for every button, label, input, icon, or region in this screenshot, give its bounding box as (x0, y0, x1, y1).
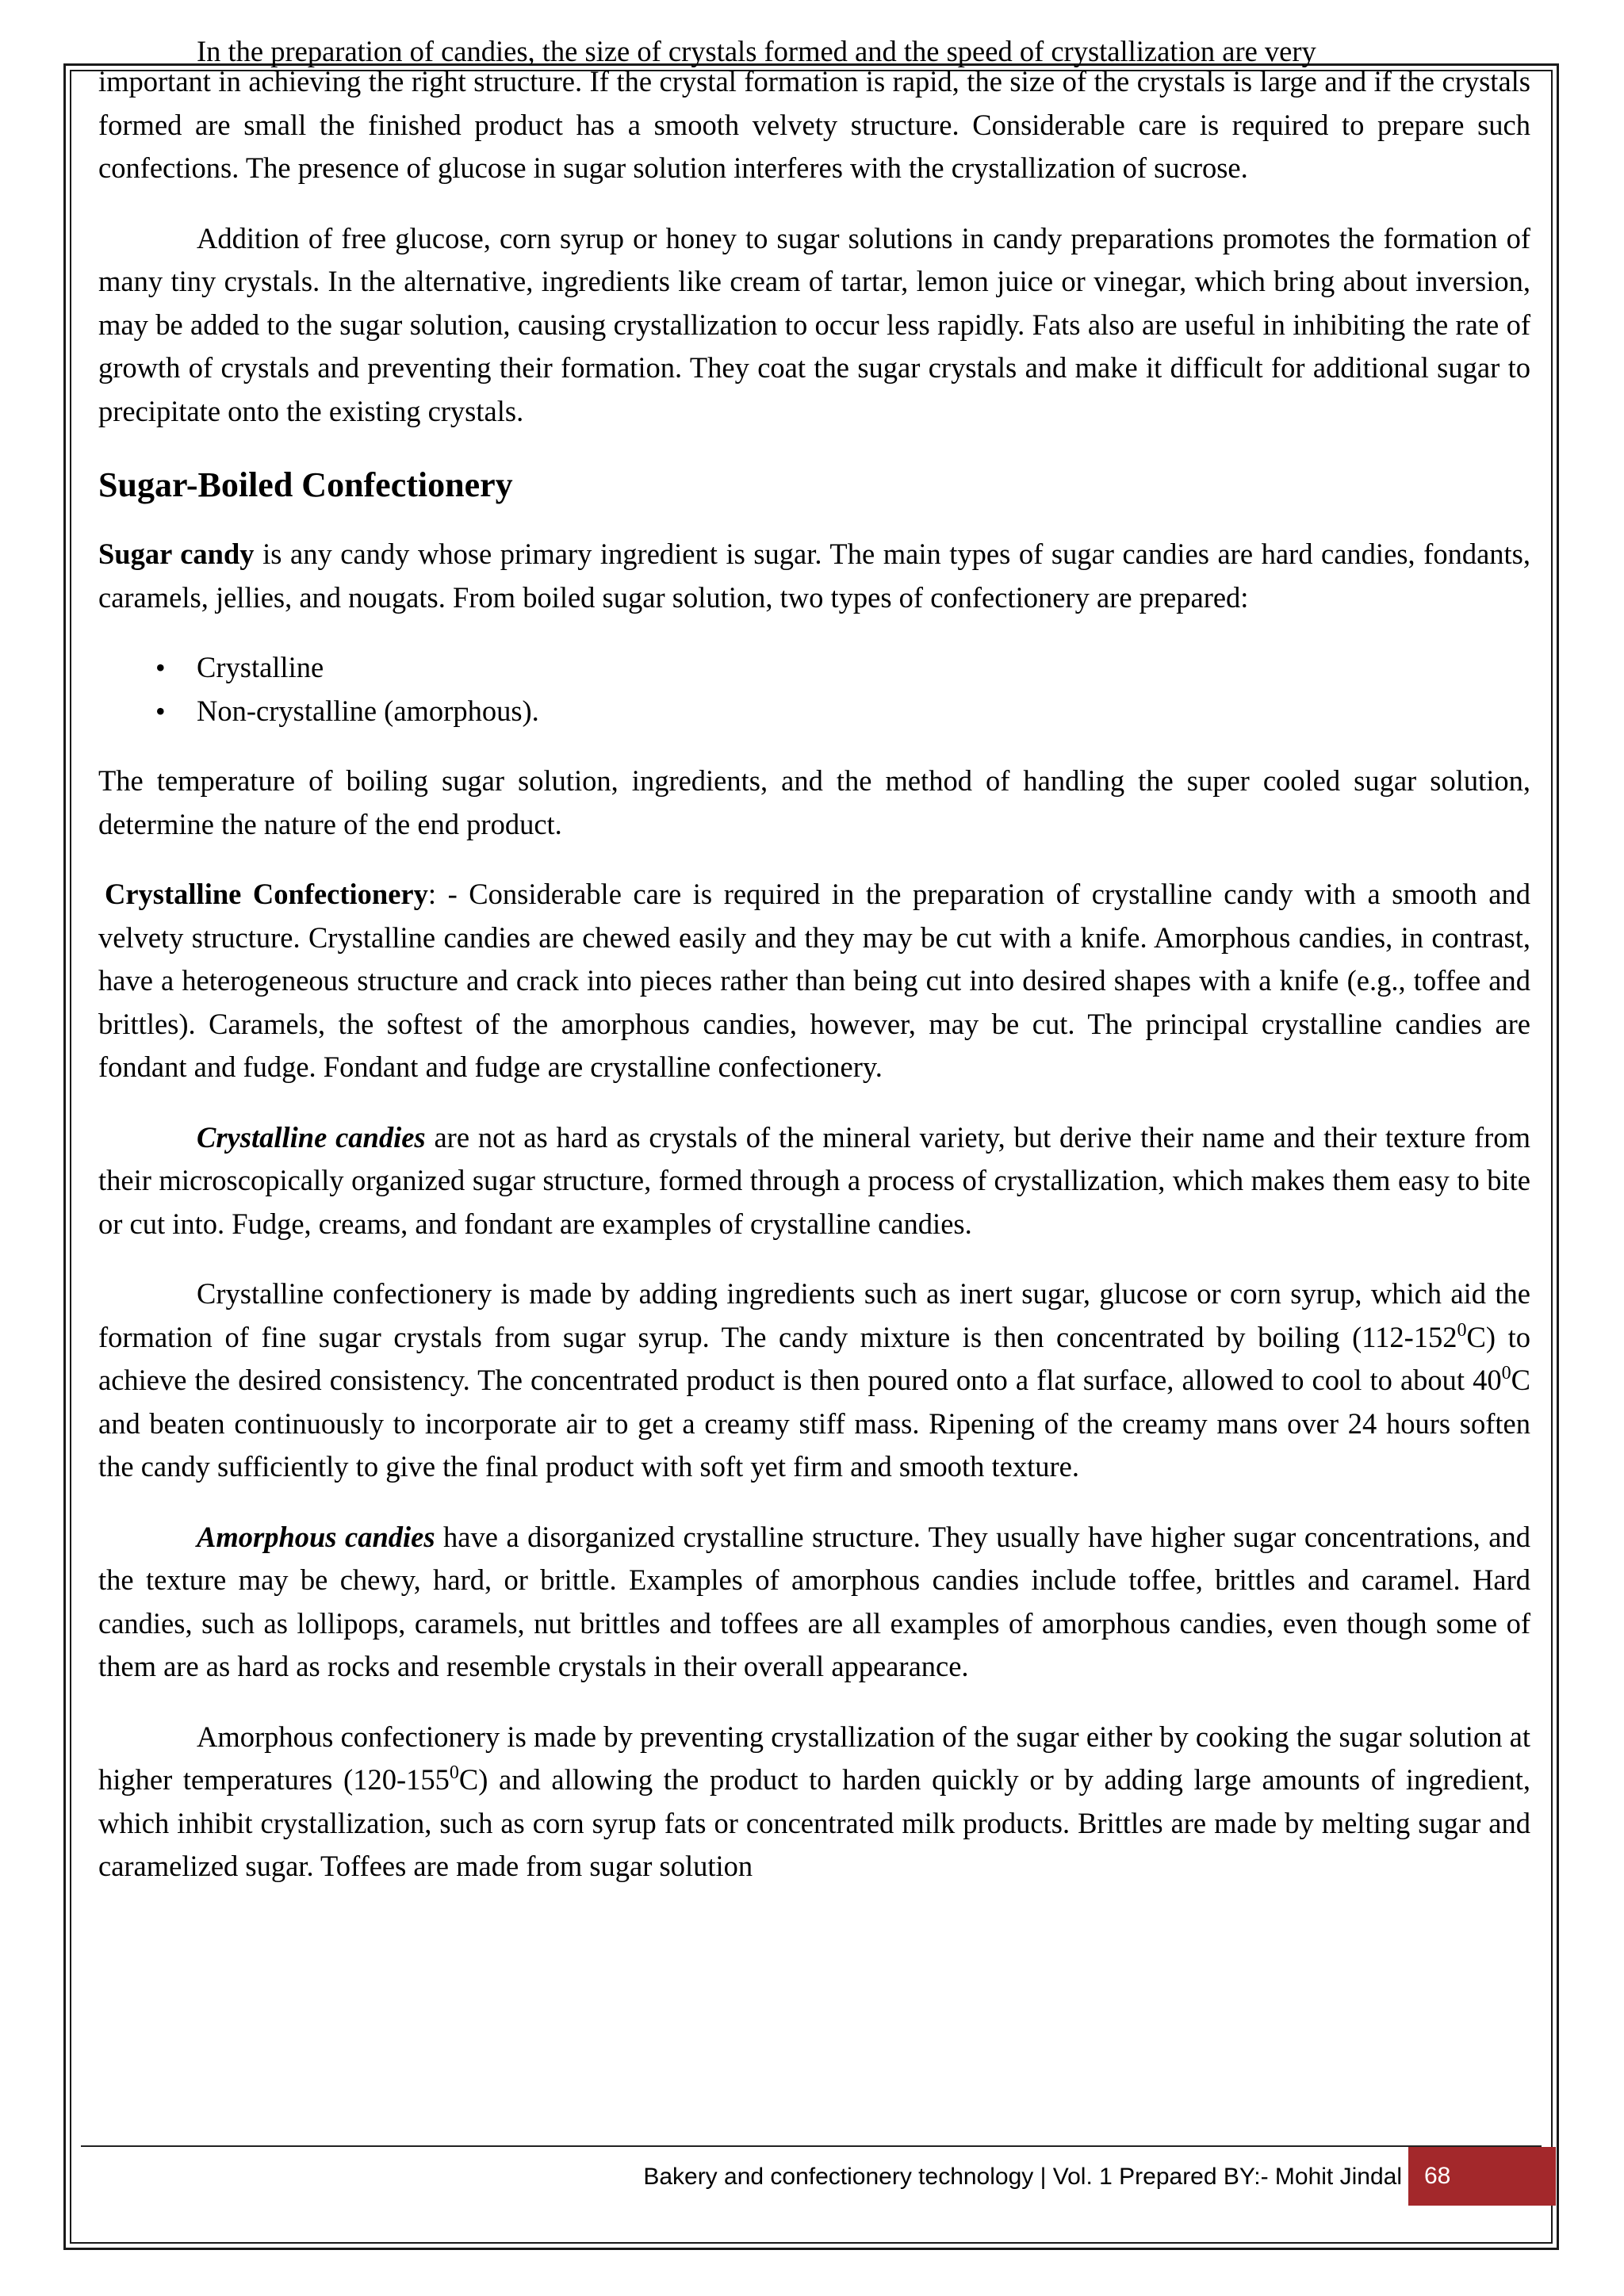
term-amorphous-candies: Amorphous candies (197, 1520, 435, 1553)
section-heading: Sugar-Boiled Confectionery (98, 465, 513, 504)
paragraph-amorphous-candies: Amorphous candies have a disorganized crystalline structure. They usually have higher sugar concentrations, and the texture may be chewy, hard, or brittle. Examples of amorphous candies include toffee, brittles and caramel. Hard candies, such as lollipops, caramels, nut brittles and toffees are all examples of amorphous candies, even though some of them are as hard as rocks and resemble crystals in their overall appearance. (98, 1520, 1530, 1682)
term-crystalline-confectionery: Crystalline Confectionery (105, 878, 428, 910)
list-item: • Non-crystalline (amorphous). (197, 690, 1530, 733)
confectionery-types-list (98, 646, 1530, 733)
paragraph-glucose-addition: Addition of free glucose, corn syrup or honey to sugar solutions in candy preparations promotes the formation of many tiny crystals. In the alternative, ingredients like cream of tartar, lemon juice or vinegar, which bring about inversion, may be added to the sugar solution, causing crystallization to occur less rapidly. Fats also are useful in inhibiting the rate of growth of crystals and preventing their formation. They coat the sugar crystals and make it difficult for additional sugar to precipitate onto the existing crystals. (98, 221, 1530, 427)
paragraph-crystalline-process: Crystalline confectionery is made by adding ingredients such as inert sugar, glucose or corn syrup, which aid the formation of fine sugar crystals from sugar syrup. The candy mixture is then concentrated by boiling $(112-152^0C)$ to achieve the desired consistency. The concentrated product is then poured onto a flat surface, allowed to cool to about $40^0C$ and beaten continuously to incorporate air to get a creamy stiff mass. Ripening of the creamy mans over 24 hours soften the candy sufficiently to give the final product with soft yet firm and smooth texture. (98, 1277, 1530, 1483)
document-body (98, 30, 1530, 1915)
paragraph-crystalline-candies: Crystalline candies are not as hard as crystals of the mineral variety, but derive their name and their texture from their microscopically organized sugar structure, formed through a process of crystallization, which makes them easy to bite or cut into. Fudge, creams, and fondant are examples of crystalline candies. (98, 1120, 1530, 1240)
page-number: 68 (1408, 2147, 1556, 2206)
list-item: • Crystalline (197, 646, 1530, 690)
paragraph-temperature: The temperature of boiling sugar solution, ingredients, and the method of handling the super cooled sugar solution, determine the nature of the end product. (98, 764, 1530, 840)
cut-off-first-line: In the preparation of candies, the size of crystals formed and the speed of crystallization are very (197, 35, 1316, 67)
paragraph-amorphous-process: Amorphous confectionery is made by preventing crystallization of the sugar either by cooking the sugar solution at higher temperatures $(120-155^0C)$ and allowing the product to harden quickly or by adding large amounts of ingredient, which inhibit crystallization, such as corn syrup fats or concentrated milk products. Brittles are made by melting sugar and caramelized sugar. Toffees are made from sugar solution (98, 1720, 1530, 1882)
footer-text: Bakery and confectionery technology | Vol. 1 Prepared BY:- Mohit Jindal (643, 2164, 1402, 2190)
paragraph-sugar-candy: Sugar candy is any candy whose primary ingredient is sugar. The main types of sugar candies are hard candies, fondants, caramels, jellies, and nougats. From boiled sugar solution, two types of confectionery are prepared: (98, 538, 1530, 614)
footer-divider (81, 2145, 1542, 2147)
term-crystalline-candies: Crystalline candies (197, 1120, 426, 1154)
term-sugar-candy: Sugar candy (98, 538, 255, 570)
paragraph-crystal-size: important in achieving the right structure. If the crystal formation is rapid, the size of the crystals is large and if the crystals formed are small the finished product has a smooth velvety structure. Considerable care is required to prepare such confections. The presence of glucose in sugar solution interferes with the crystallization of sucrose. (98, 65, 1530, 184)
paragraph-crystalline-confectionery: Crystalline Confectionery: - Considerable care is required in the preparation of crystalline candy with a smooth and velvety structure. Crystalline candies are chewed easily and they may be cut with a knife. Amorphous candies, in contrast, have a heterogeneous structure and crack into pieces rather than being cut into desired shapes with a knife (e.g., toffee and brittles). Caramels, the softest of the amorphous candies, however, may be cut. The principal crystalline candies are fondant and fudge. Fondant and fudge are crystalline confectionery. (98, 878, 1530, 1083)
